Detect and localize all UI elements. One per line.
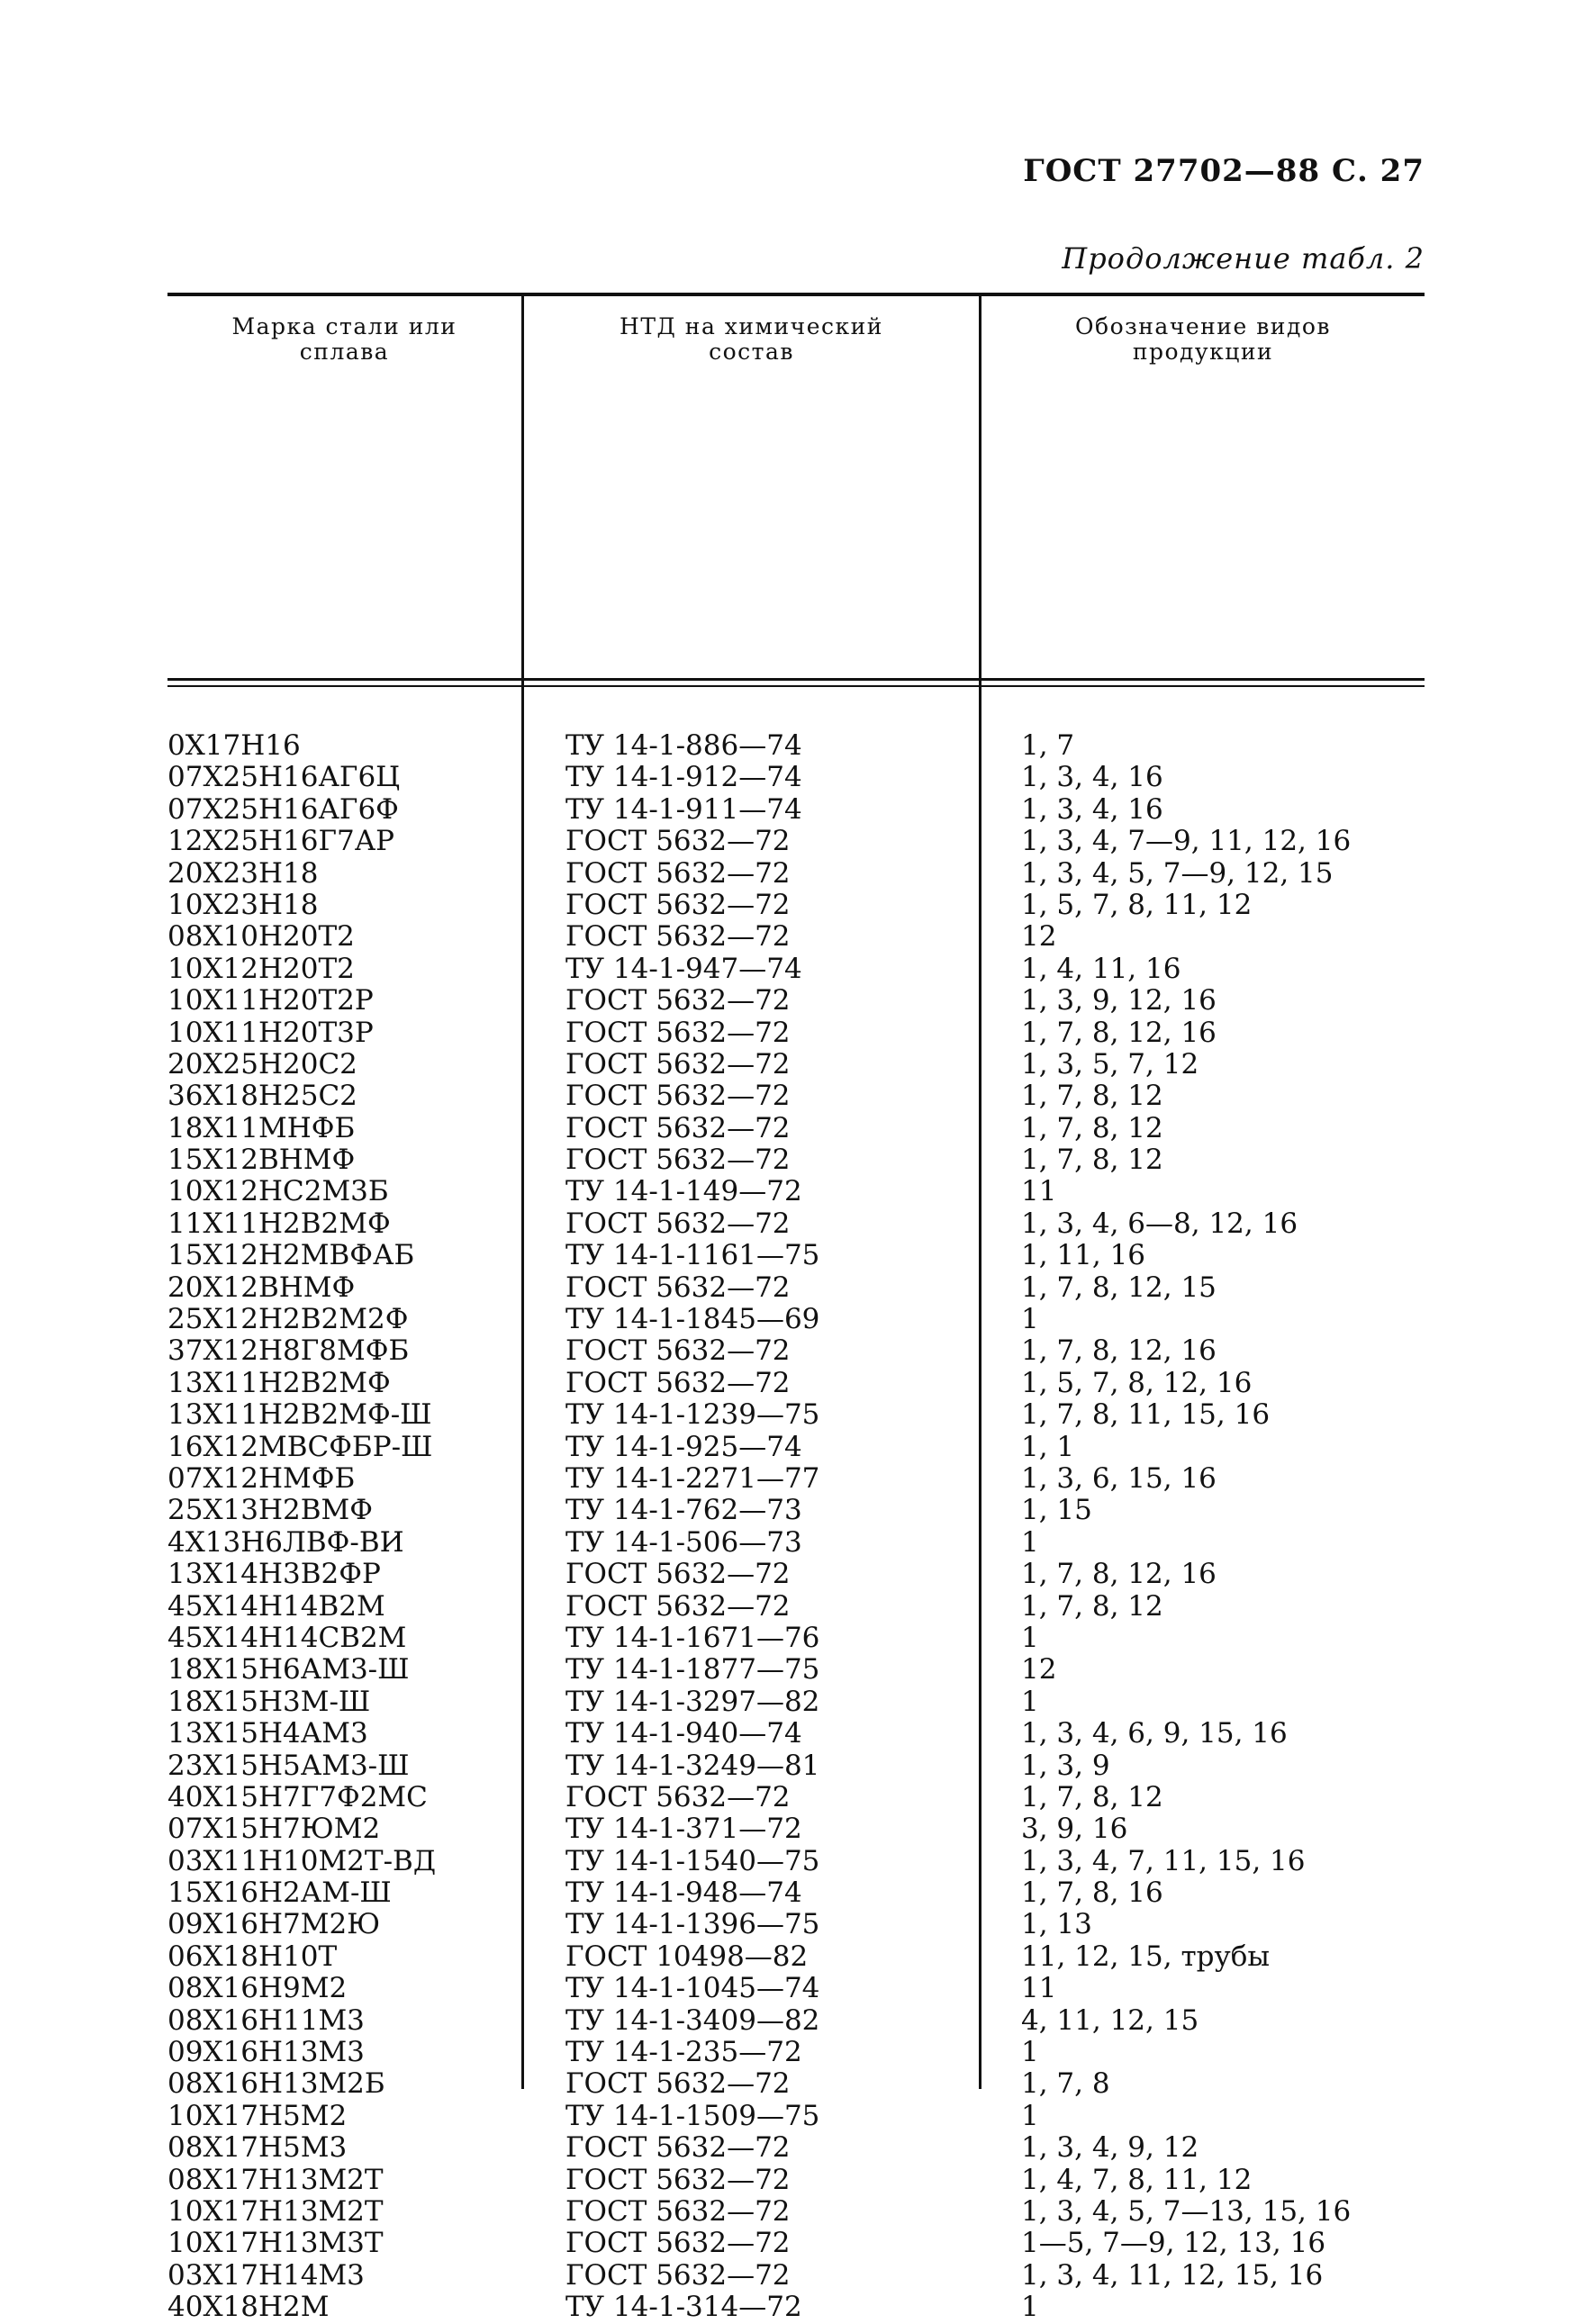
column-header-products-line-1: Обозначение видов — [1075, 313, 1331, 339]
cell-ntd: ТУ 14-1-1877—75 — [565, 1653, 820, 1686]
cell-steel-grade: 03Х11Н10М2Т-ВД — [167, 1845, 437, 1877]
cell-ntd: ТУ 14-1-947—74 — [565, 952, 802, 985]
table-row — [167, 2068, 1425, 2100]
cell-ntd: ГОСТ 5632—72 — [565, 1207, 791, 1240]
table-row — [167, 2005, 1425, 2037]
column-header-grade-line-1: Марка стали или — [231, 313, 457, 339]
cell-steel-grade: 09Х16Н13М3 — [167, 2037, 365, 2069]
cell-ntd: ГОСТ 10498—82 — [565, 1940, 809, 1973]
table-row — [167, 954, 1425, 985]
cell-product-types: 12 — [1021, 920, 1057, 954]
cell-product-types: 1, 5, 7, 8, 11, 12 — [1021, 888, 1253, 921]
cell-ntd: ТУ 14-1-1045—74 — [565, 1972, 820, 2005]
cell-product-types: 1 — [1021, 2036, 1039, 2069]
cell-ntd: ТУ 14-1-3409—82 — [565, 2003, 820, 2037]
table-row — [167, 985, 1425, 1017]
table-continuation-label: Продолжение табл. 2 — [1062, 241, 1425, 276]
cell-product-types: 1, 7, 8, 12 — [1021, 1144, 1163, 1177]
table-row — [167, 1782, 1425, 1813]
table-row — [167, 1718, 1425, 1750]
cell-steel-grade: 40Х15Н7Г7Ф2МС — [167, 1781, 428, 1813]
cell-product-types: 1, 3, 4, 11, 12, 15, 16 — [1021, 2258, 1324, 2292]
cell-ntd: ТУ 14-1-1239—75 — [565, 1398, 820, 1432]
header-double-rule-top — [167, 678, 1425, 681]
cell-ntd: ГОСТ 5632—72 — [565, 888, 791, 921]
header-double-rule-bottom — [167, 685, 1425, 687]
cell-ntd: ТУ 14-1-948—74 — [565, 1876, 802, 1910]
column-header-grade-line-2: сплава — [299, 339, 390, 365]
cell-product-types: 3, 9, 16 — [1021, 1813, 1128, 1846]
cell-steel-grade: 18Х15Н3М-Ш — [167, 1686, 371, 1718]
cell-steel-grade: 13Х14Н3В2ФР — [167, 1559, 381, 1591]
cell-steel-grade: 10Х11Н20Т2Р — [167, 985, 374, 1017]
cell-steel-grade: 10Х12НС2М3Б — [167, 1176, 389, 1208]
page-header: ГОСТ 27702—88 С. 27 — [1023, 153, 1425, 189]
cell-steel-grade: 45Х14Н14В2М — [167, 1590, 385, 1623]
cell-product-types: 1, 3, 5, 7, 12 — [1021, 1047, 1199, 1081]
cell-ntd: ТУ 14-1-314—72 — [565, 2291, 802, 2324]
cell-steel-grade: 20Х12ВНМФ — [167, 1271, 356, 1304]
table-row — [167, 730, 1425, 762]
cell-steel-grade: 15Х12Н2МВФАБ — [167, 1240, 415, 1272]
table-row — [167, 1208, 1425, 1240]
cell-ntd: ГОСТ 5632—72 — [565, 1111, 791, 1144]
table-row — [167, 2101, 1425, 2132]
cell-ntd: ГОСТ 5632—72 — [565, 2194, 791, 2228]
table-row — [167, 762, 1425, 793]
cell-steel-grade: 40Х18Н2М — [167, 2292, 330, 2324]
cell-ntd: ГОСТ 5632—72 — [565, 1047, 791, 1081]
cell-steel-grade: 13Х15Н4АМ3 — [167, 1718, 368, 1750]
table-row — [167, 2132, 1425, 2164]
cell-ntd: ТУ 14-1-1845—69 — [565, 1303, 820, 1336]
table-row — [167, 1527, 1425, 1559]
column-header-ntd-line-2: состав — [709, 339, 794, 365]
cell-ntd: ГОСТ 5632—72 — [565, 2067, 791, 2101]
cell-steel-grade: 11Х11Н2В2МФ — [167, 1207, 391, 1240]
table-row — [167, 1432, 1425, 1463]
cell-ntd: ТУ 14-1-1509—75 — [565, 2099, 820, 2132]
cell-product-types: 1, 11, 16 — [1021, 1239, 1146, 1272]
cell-steel-grade: 07Х12НМФБ — [167, 1462, 356, 1495]
cell-steel-grade: 45Х14Н14СВ2М — [167, 1622, 407, 1654]
cell-product-types: 1 — [1021, 1685, 1039, 1718]
cell-steel-grade: 13Х11Н2В2МФ — [167, 1367, 391, 1399]
cell-ntd: ТУ 14-1-925—74 — [565, 1430, 802, 1463]
table-row — [167, 1877, 1425, 1909]
cell-product-types: 1, 5, 7, 8, 12, 16 — [1021, 1366, 1253, 1399]
cell-steel-grade: 23Х15Н5АМ3-Ш — [167, 1750, 410, 1782]
cell-product-types: 1, 7, 8, 12 — [1021, 1080, 1163, 1113]
table-row — [167, 2228, 1425, 2259]
table-row — [167, 1750, 1425, 1782]
table-row — [167, 1973, 1425, 2004]
table-row — [167, 2037, 1425, 2068]
table-row — [167, 1144, 1425, 1176]
cell-ntd: ТУ 14-1-1396—75 — [565, 1908, 820, 1941]
cell-product-types: 11 — [1021, 1972, 1057, 2005]
cell-product-types: 1, 15 — [1021, 1494, 1092, 1527]
table-row — [167, 858, 1425, 890]
cell-product-types: 1 — [1021, 2099, 1039, 2132]
table-row — [167, 1846, 1425, 1877]
steel-grades-table — [167, 293, 1425, 2324]
cell-product-types: 1—5, 7—9, 12, 13, 16 — [1021, 2227, 1326, 2260]
table-row — [167, 1559, 1425, 1590]
table-body — [167, 730, 1425, 2324]
cell-ntd: ТУ 14-1-886—74 — [565, 729, 802, 762]
cell-ntd: ТУ 14-1-940—74 — [565, 1717, 802, 1750]
table-row — [167, 2196, 1425, 2228]
column-header-ntd — [524, 314, 979, 365]
column-header-products-line-2: продукции — [1132, 339, 1274, 365]
cell-ntd: ТУ 14-1-1671—76 — [565, 1621, 820, 1654]
cell-product-types: 1, 7, 8, 12, 15 — [1021, 1271, 1217, 1304]
cell-ntd: ГОСТ 5632—72 — [565, 1780, 791, 1813]
cell-product-types: 1, 7, 8, 12, 16 — [1021, 1016, 1217, 1049]
cell-ntd: ТУ 14-1-3249—81 — [565, 1749, 820, 1782]
cell-steel-grade: 10Х11Н20Т3Р — [167, 1017, 374, 1049]
cell-product-types: 1 — [1021, 1525, 1039, 1559]
cell-ntd: ГОСТ 5632—72 — [565, 2258, 791, 2292]
cell-ntd: ТУ 14-1-1540—75 — [565, 1844, 820, 1877]
cell-steel-grade: 10Х23Н18 — [167, 889, 319, 921]
table-row — [167, 2165, 1425, 2196]
cell-steel-grade: 36Х18Н25С2 — [167, 1081, 357, 1113]
cell-ntd: ТУ 14-1-2271—77 — [565, 1461, 820, 1495]
cell-product-types: 1, 3, 4, 7, 11, 15, 16 — [1021, 1844, 1306, 1877]
cell-steel-grade: 15Х12ВНМФ — [167, 1144, 356, 1177]
table-row — [167, 826, 1425, 857]
cell-ntd: ГОСТ 5632—72 — [565, 984, 791, 1017]
cell-ntd: ГОСТ 5632—72 — [565, 1144, 791, 1177]
cell-steel-grade: 08Х17Н13М2Т — [167, 2164, 384, 2196]
cell-ntd: ТУ 14-1-762—73 — [565, 1494, 802, 1527]
column-header-ntd-line-1: НТД на химический — [620, 313, 883, 339]
table-row — [167, 1017, 1425, 1049]
table-row — [167, 890, 1425, 921]
cell-steel-grade: 37Х12Н8Г8МФБ — [167, 1335, 410, 1368]
cell-product-types: 1, 4, 7, 8, 11, 12 — [1021, 2163, 1253, 2196]
cell-steel-grade: 20Х23Н18 — [167, 857, 319, 890]
cell-ntd: ТУ 14-1-506—73 — [565, 1525, 802, 1559]
cell-product-types: 1, 3, 4, 16 — [1021, 761, 1163, 794]
table-row — [167, 1686, 1425, 1718]
cell-steel-grade: 06Х18Н10Т — [167, 1940, 338, 1973]
cell-ntd: ГОСТ 5632—72 — [565, 825, 791, 858]
cell-product-types: 1, 7, 8, 16 — [1021, 1876, 1163, 1910]
table-row — [167, 1176, 1425, 1207]
cell-product-types: 12 — [1021, 1653, 1057, 1686]
cell-ntd: ТУ 14-1-3297—82 — [565, 1685, 820, 1718]
cell-product-types: 1, 7, 8, 12, 16 — [1021, 1558, 1217, 1591]
cell-product-types: 1, 7, 8, 12, 16 — [1021, 1334, 1217, 1368]
table-row — [167, 1909, 1425, 1940]
table-row — [167, 1591, 1425, 1623]
cell-product-types: 1, 3, 4, 7—9, 11, 12, 16 — [1021, 825, 1352, 858]
table-row — [167, 1113, 1425, 1144]
cell-product-types: 1, 7, 8 — [1021, 2067, 1110, 2101]
cell-product-types: 1, 3, 4, 16 — [1021, 792, 1163, 826]
cell-product-types: 4, 11, 12, 15 — [1021, 2003, 1199, 2037]
cell-product-types: 1, 7, 8, 11, 15, 16 — [1021, 1398, 1271, 1432]
table-row — [167, 1654, 1425, 1686]
table-row — [167, 1495, 1425, 1526]
table-row — [167, 1399, 1425, 1431]
cell-steel-grade: 12Х25Н16Г7АР — [167, 826, 395, 858]
cell-steel-grade: 10Х17Н13М3Т — [167, 2228, 384, 2260]
cell-product-types: 1, 3, 4, 6—8, 12, 16 — [1021, 1207, 1298, 1240]
cell-ntd: ТУ 14-1-912—74 — [565, 761, 802, 794]
cell-steel-grade: 08Х16Н9М2 — [167, 1973, 348, 2005]
cell-ntd: ГОСТ 5632—72 — [565, 1334, 791, 1368]
cell-product-types: 1, 13 — [1021, 1908, 1092, 1941]
cell-product-types: 1, 7 — [1021, 729, 1075, 762]
table-row — [167, 1623, 1425, 1654]
cell-ntd: ТУ 14-1-149—72 — [565, 1175, 802, 1208]
cell-product-types: 11 — [1021, 1175, 1057, 1208]
cell-steel-grade: 4Х13Н6ЛВФ-ВИ — [167, 1526, 404, 1559]
cell-steel-grade: 09Х16Н7М2Ю — [167, 1909, 381, 1941]
cell-product-types: 1 — [1021, 1303, 1039, 1336]
cell-steel-grade: 08Х17Н5М3 — [167, 2132, 348, 2165]
table-row — [167, 1368, 1425, 1399]
cell-product-types: 1, 3, 9 — [1021, 1749, 1110, 1782]
cell-steel-grade: 08Х16Н11М3 — [167, 2004, 365, 2037]
table-row — [167, 2292, 1425, 2323]
cell-ntd: ГОСТ 5632—72 — [565, 1016, 791, 1049]
cell-ntd: ТУ 14-1-371—72 — [565, 1813, 802, 1846]
cell-steel-grade: 25Х13Н2ВМФ — [167, 1495, 373, 1527]
table-row — [167, 1813, 1425, 1845]
cell-product-types: 1 — [1021, 1621, 1039, 1654]
cell-product-types: 1, 7, 8, 12 — [1021, 1780, 1163, 1813]
cell-ntd: ГОСТ 5632—72 — [565, 856, 791, 890]
cell-product-types: 1, 3, 4, 5, 7—9, 12, 15 — [1021, 856, 1334, 890]
column-header-products — [981, 314, 1425, 365]
cell-steel-grade: 18Х15Н6АМ3-Ш — [167, 1654, 410, 1686]
table-row — [167, 1049, 1425, 1081]
table-row — [167, 1081, 1425, 1112]
cell-product-types: 1, 7, 8, 12 — [1021, 1589, 1163, 1623]
cell-steel-grade: 16Х12МВСФБР-Ш — [167, 1431, 433, 1463]
cell-steel-grade: 13Х11Н2В2МФ-Ш — [167, 1399, 432, 1432]
cell-product-types: 1 — [1021, 2291, 1039, 2324]
cell-steel-grade: 0Х17Н16 — [167, 730, 301, 762]
cell-product-types: 1, 3, 4, 9, 12 — [1021, 2131, 1199, 2165]
table-row — [167, 1304, 1425, 1335]
cell-steel-grade: 25Х12Н2В2М2Ф — [167, 1304, 409, 1336]
cell-product-types: 1, 3, 9, 12, 16 — [1021, 984, 1217, 1017]
cell-ntd: ГОСТ 5632—72 — [565, 2163, 791, 2196]
cell-ntd: ГОСТ 5632—72 — [565, 1271, 791, 1304]
column-header-grade — [167, 314, 521, 365]
cell-steel-grade: 07Х25Н16АГ6Ф — [167, 793, 399, 826]
cell-steel-grade: 20Х25Н20С2 — [167, 1048, 357, 1081]
cell-steel-grade: 10Х17Н13М2Т — [167, 2195, 384, 2228]
table-row — [167, 1463, 1425, 1495]
cell-ntd: ТУ 14-1-911—74 — [565, 792, 802, 826]
cell-product-types: 1, 7, 8, 12 — [1021, 1111, 1163, 1144]
cell-product-types: 1, 4, 11, 16 — [1021, 952, 1181, 985]
cell-steel-grade: 08Х16Н13М2Б — [167, 2068, 385, 2101]
cell-product-types: 1, 1 — [1021, 1430, 1075, 1463]
cell-ntd: ГОСТ 5632—72 — [565, 1589, 791, 1623]
table-top-rule — [167, 293, 1425, 296]
cell-steel-grade: 10Х17Н5М2 — [167, 2100, 348, 2132]
table-row — [167, 921, 1425, 953]
cell-ntd: ГОСТ 5632—72 — [565, 2131, 791, 2165]
cell-ntd: ГОСТ 5632—72 — [565, 1080, 791, 1113]
cell-product-types: 1, 3, 4, 5, 7—13, 15, 16 — [1021, 2194, 1352, 2228]
cell-steel-grade: 15Х16Н2АМ-Ш — [167, 1877, 392, 1910]
cell-product-types: 11, 12, 15, трубы — [1021, 1940, 1271, 1973]
table-row — [167, 1335, 1425, 1367]
cell-ntd: ГОСТ 5632—72 — [565, 920, 791, 954]
table-row — [167, 2260, 1425, 2292]
cell-product-types: 1, 3, 6, 15, 16 — [1021, 1461, 1217, 1495]
cell-steel-grade: 07Х15Н7ЮМ2 — [167, 1813, 381, 1846]
table-row — [167, 1272, 1425, 1304]
table-row — [167, 794, 1425, 826]
cell-steel-grade: 07Х25Н16АГ6Ц — [167, 762, 401, 794]
cell-ntd: ТУ 14-1-1161—75 — [565, 1239, 820, 1272]
cell-steel-grade: 08Х10Н20Т2 — [167, 921, 355, 954]
cell-ntd: ГОСТ 5632—72 — [565, 1558, 791, 1591]
cell-ntd: ГОСТ 5632—72 — [565, 1366, 791, 1399]
table-row — [167, 1941, 1425, 1973]
cell-ntd: ГОСТ 5632—72 — [565, 2227, 791, 2260]
cell-product-types: 1, 3, 4, 6, 9, 15, 16 — [1021, 1717, 1288, 1750]
table-row — [167, 1240, 1425, 1271]
cell-steel-grade: 18Х11МНФБ — [167, 1112, 356, 1144]
cell-steel-grade: 10Х12Н20Т2 — [167, 953, 355, 985]
cell-ntd: ТУ 14-1-235—72 — [565, 2036, 802, 2069]
cell-steel-grade: 03Х17Н14М3 — [167, 2259, 365, 2292]
